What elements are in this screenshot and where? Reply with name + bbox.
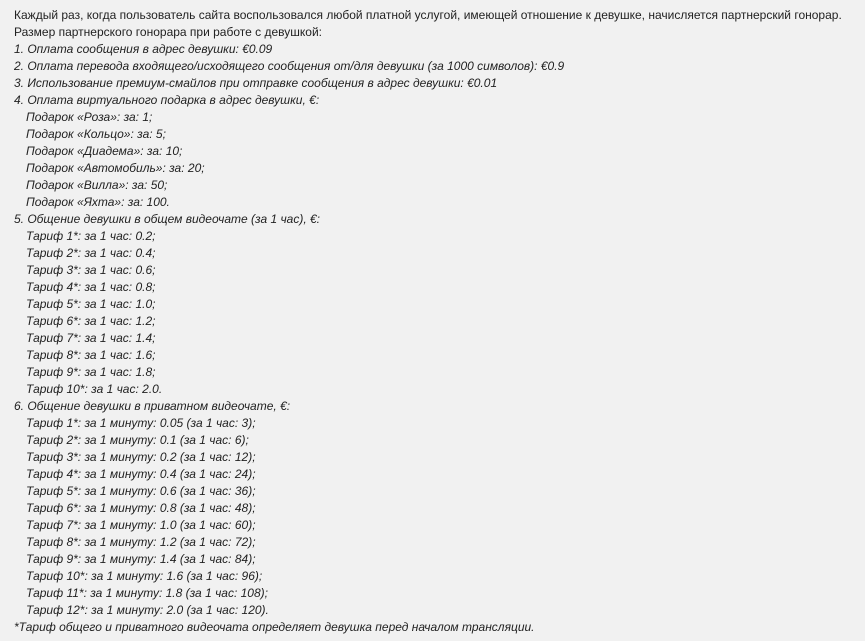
- gift-item: Подарок «Автомобиль»: за: 20;: [26, 161, 205, 175]
- list-item-public-videochat-title: 5. Общение девушки в общем видеочате (за 1 час), €:: [14, 212, 321, 226]
- private-tariff-item: Тариф 7*: за 1 минуту: 1.0 (за 1 час: 60);: [26, 518, 256, 532]
- gift-item: Подарок «Яхта»: за: 100.: [26, 195, 170, 209]
- private-tariff-item: Тариф 1*: за 1 минуту: 0.05 (за 1 час: 3);: [26, 416, 256, 430]
- public-tariff-item: Тариф 5*: за 1 час: 1.0;: [26, 297, 156, 311]
- public-tariff-item: Тариф 4*: за 1 час: 0.8;: [26, 280, 156, 294]
- public-tariff-item: Тариф 1*: за 1 час: 0.2;: [26, 229, 156, 243]
- list-item-premium-smiles-fee: 3. Использование премиум-смайлов при отправке сообщения в адрес девушки: €0.01: [14, 76, 498, 90]
- fee-terms-document: [14, 7, 859, 636]
- private-tariff-item: Тариф 11*: за 1 минуту: 1.8 (за 1 час: 108);: [26, 586, 268, 600]
- public-tariff-item: Тариф 7*: за 1 час: 1.4;: [26, 331, 156, 345]
- gift-item: Подарок «Вилла»: за: 50;: [26, 178, 168, 192]
- private-tariff-item: Тариф 5*: за 1 минуту: 0.6 (за 1 час: 36);: [26, 484, 256, 498]
- private-tariff-item: Тариф 10*: за 1 минуту: 1.6 (за 1 час: 96);: [26, 569, 263, 583]
- list-item-private-videochat-title: 6. Общение девушки в приватном видеочате, €:: [14, 399, 291, 413]
- public-tariff-item: Тариф 9*: за 1 час: 1.8;: [26, 365, 156, 379]
- gift-item: Подарок «Диадема»: за: 10;: [26, 144, 183, 158]
- private-tariff-item: Тариф 3*: за 1 минуту: 0.2 (за 1 час: 12);: [26, 450, 256, 464]
- list-item-message-fee: 1. Оплата сообщения в адрес девушки: €0.09: [14, 42, 273, 56]
- private-tariff-item: Тариф 2*: за 1 минуту: 0.1 (за 1 час: 6);: [26, 433, 249, 447]
- fee-size-heading: Размер партнерского гонорара при работе с девушкой:: [14, 25, 322, 39]
- private-tariff-item: Тариф 9*: за 1 минуту: 1.4 (за 1 час: 84);: [26, 552, 256, 566]
- gift-item: Подарок «Кольцо»: за: 5;: [26, 127, 166, 141]
- public-tariff-item: Тариф 6*: за 1 час: 1.2;: [26, 314, 156, 328]
- list-item-virtual-gift-title: 4. Оплата виртуального подарка в адрес девушки, €:: [14, 93, 320, 107]
- public-tariff-item: Тариф 10*: за 1 час: 2.0.: [26, 382, 163, 396]
- private-tariff-item: Тариф 8*: за 1 минуту: 1.2 (за 1 час: 72);: [26, 535, 256, 549]
- list-item-translation-fee: 2. Оплата перевода входящего/исходящего сообщения от/для девушки (за 1000 символов): €0.9: [14, 59, 565, 73]
- footnote: *Тариф общего и приватного видеочата определяет девушка перед началом трансляции.: [14, 620, 535, 634]
- private-tariff-item: Тариф 4*: за 1 минуту: 0.4 (за 1 час: 24);: [26, 467, 256, 481]
- public-tariff-item: Тариф 3*: за 1 час: 0.6;: [26, 263, 156, 277]
- intro-text: Каждый раз, когда пользователь сайта воспользовался любой платной услугой, имеющей отношение к девушке, начисляется партнерский гонорар.: [14, 8, 842, 22]
- public-tariff-item: Тариф 2*: за 1 час: 0.4;: [26, 246, 156, 260]
- private-tariff-item: Тариф 6*: за 1 минуту: 0.8 (за 1 час: 48);: [26, 501, 256, 515]
- gift-item: Подарок «Роза»: за: 1;: [26, 110, 153, 124]
- private-tariff-item: Тариф 12*: за 1 минуту: 2.0 (за 1 час: 120).: [26, 603, 269, 617]
- public-tariff-item: Тариф 8*: за 1 час: 1.6;: [26, 348, 156, 362]
